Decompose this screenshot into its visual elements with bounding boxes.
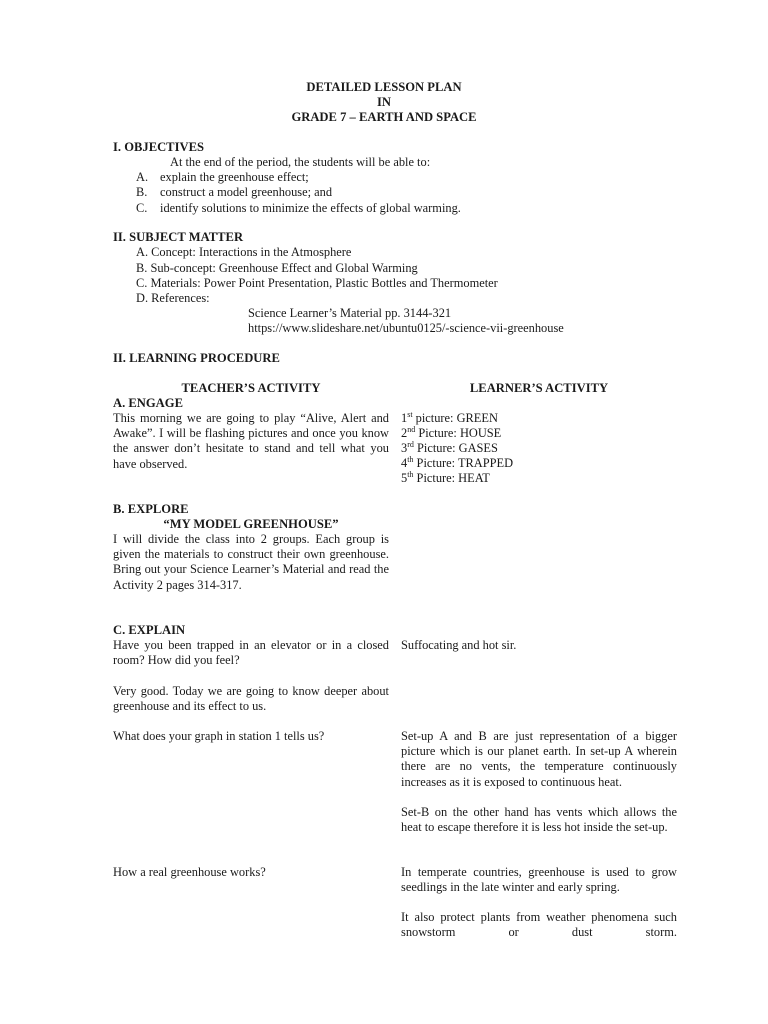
explore-teacher-text: I will divide the class into 2 groups. Each group is given the materials to construct their own greenhouse. Bring out your Science Learner’s Material and read the Activity 2 pages 314-317. [113, 532, 389, 592]
engage-teacher-text: This morning we are going to play “Alive, Alert and Awake”. I will be flashing pictures and once you know the answer don’t hesitate to stand and tell what you have observed. [113, 411, 389, 471]
objective-c: identify solutions to minimize the effects of global warming. [160, 201, 461, 215]
picture-1-label: picture: GREEN [415, 411, 498, 425]
explain-question-1: Have you been trapped in an elevator or in a closed room? How did you feel? [113, 638, 389, 668]
picture-3-suffix: rd [407, 440, 414, 449]
picture-5-number: 5 [401, 471, 408, 485]
explain-answer-greenhouse-use: In temperate countries, greenhouse is used to grow seedlings in the late winter and early spring. [401, 865, 677, 895]
explain-question-greenhouse: How a real greenhouse works? [113, 865, 266, 879]
objectives-intro: At the end of the period, the students will be able to: [170, 155, 431, 169]
objective-letter-b: B. [136, 185, 148, 199]
engage-picture-3 [401, 441, 498, 456]
learner-activity-header: LEARNER’S ACTIVITY [469, 381, 609, 395]
engage-picture-4 [401, 456, 513, 471]
objectives-heading: I. OBJECTIVES [113, 140, 204, 154]
picture-3-label: Picture: GASES [416, 441, 498, 455]
title-line-3: GRADE 7 – EARTH AND SPACE [291, 110, 477, 124]
subject-matter-heading: II. SUBJECT MATTER [113, 230, 244, 244]
explore-heading: B. EXPLORE [113, 502, 189, 516]
explore-subtitle: “MY MODEL GREENHOUSE” [163, 517, 339, 531]
explain-answer-graph-setup-a: Set-up A and B are just representation of a bigger picture which is our planet earth. In set-up A wherein there are no vents, the temperature continuously increases as it is exposed to continuous heat. [401, 729, 677, 789]
explain-answer-graph-setup-b: Set-B on the other hand has vents which allows the heat to escape therefore it is less hot inside the set-up. [401, 805, 677, 835]
picture-2-suffix: nd [407, 425, 416, 434]
engage-picture-5 [401, 471, 490, 486]
engage-heading: A. ENGAGE [113, 396, 183, 410]
picture-5-suffix: th [407, 470, 414, 479]
explain-answer-greenhouse-protect: It also protect plants from weather phenomena such snowstorm or dust storm. [401, 910, 677, 940]
reference-learners-material: Science Learner’s Material pp. 3144-321 [248, 306, 452, 320]
picture-5-label: Picture: HEAT [416, 471, 490, 485]
subject-concept: A. Concept: Interactions in the Atmosphere [136, 245, 352, 259]
title-line-1: DETAILED LESSON PLAN [306, 80, 462, 94]
explain-heading: C. EXPLAIN [113, 623, 186, 637]
explain-question-graph: What does your graph in station 1 tells us? [113, 729, 325, 743]
subject-subconcept: B. Sub-concept: Greenhouse Effect and Global Warming [136, 261, 418, 275]
engage-picture-1 [401, 411, 498, 426]
picture-3-number: 3 [401, 441, 408, 455]
picture-1-suffix: st [407, 410, 413, 419]
objective-a: explain the greenhouse effect; [160, 170, 309, 184]
objective-b: construct a model greenhouse; and [160, 185, 333, 199]
explain-answer-1: Suffocating and hot sir. [401, 638, 517, 652]
engage-picture-2 [401, 426, 501, 441]
procedure-heading: II. LEARNING PROCEDURE [113, 351, 280, 365]
explain-teacher-statement: Very good. Today we are going to know deeper about greenhouse and its effect to us. [113, 684, 389, 714]
teacher-activity-header: TEACHER’S ACTIVITY [181, 381, 321, 395]
picture-1-number: 1 [401, 411, 408, 425]
objective-letter-a: A. [136, 170, 149, 184]
picture-4-label: Picture: TRAPPED [416, 456, 514, 470]
picture-4-number: 4 [401, 456, 408, 470]
subject-references-label: D. References: [136, 291, 210, 305]
reference-url: https://www.slideshare.net/ubuntu0125/-science-vii-greenhouse [248, 321, 564, 335]
subject-materials: C. Materials: Power Point Presentation, Plastic Bottles and Thermometer [136, 276, 498, 290]
title-line-2: IN [377, 95, 391, 109]
picture-2-number: 2 [401, 426, 408, 440]
picture-2-label: Picture: HOUSE [418, 426, 502, 440]
objective-letter-c: C. [136, 201, 148, 215]
picture-4-suffix: th [407, 455, 414, 464]
